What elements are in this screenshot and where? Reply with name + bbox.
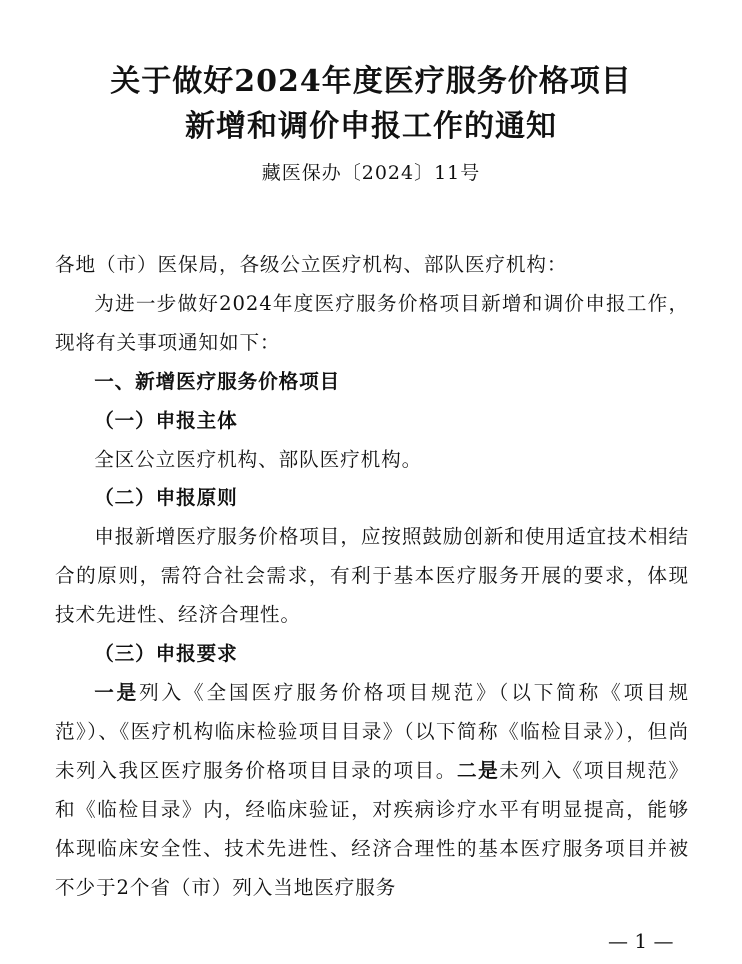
subsection-2-text: 申报新增医疗服务价格项目，应按照鼓励创新和使用适宜技术相结合的原则，需符合社会需求，有利于基本医疗服务开展的要求，体现技术先进性、经济合理性。: [55, 525, 689, 627]
title-line-2: 新增和调价申报工作的通知: [185, 109, 557, 144]
document-body: [55, 246, 689, 907]
section-1-heading: 一、新增医疗服务价格项目: [94, 369, 341, 393]
requirements-paragraph: [55, 674, 689, 907]
salutation: 各地（市）医保局，各级公立医疗机构、部队医疗机构：: [55, 253, 568, 276]
requirement-2-text: 未列入《项目规范》和《临检目录》内，经临床验证，对疾病诊疗水平有明显提高，能够体现临床安全性、技术先进性、经济合理性的基本医疗服务项目并被不少于2个省（市）列入当地医疗服务: [55, 758, 689, 899]
document-number: 藏医保办〔2024〕11号: [261, 162, 481, 184]
requirement-1-text: 列入《全国医疗服务价格项目规范》（以下简称《项目规范》）、《医疗机构临床检验项目目录》（以下简称《临检目录》），但尚未列入我区医疗服务价格项目目录的项目。: [55, 680, 689, 782]
page-number: — 1 —: [608, 929, 674, 953]
title-line-1: 关于做好2024年度医疗服务价格项目: [110, 64, 632, 99]
subsection-1-text: 全区公立医疗机构、部队医疗机构。: [94, 447, 423, 471]
subsection-2-heading: （二）申报原则: [94, 486, 238, 510]
intro-paragraph: 为进一步做好2024年度医疗服务价格项目新增和调价申报工作，现将有关事项通知如下：: [55, 291, 689, 354]
requirement-2-lead: 二是: [456, 758, 500, 782]
subsection-3-heading: （三）申报要求: [94, 642, 238, 666]
requirement-1-lead: 一是: [94, 680, 140, 704]
subsection-1-heading: （一）申报主体: [94, 408, 238, 432]
